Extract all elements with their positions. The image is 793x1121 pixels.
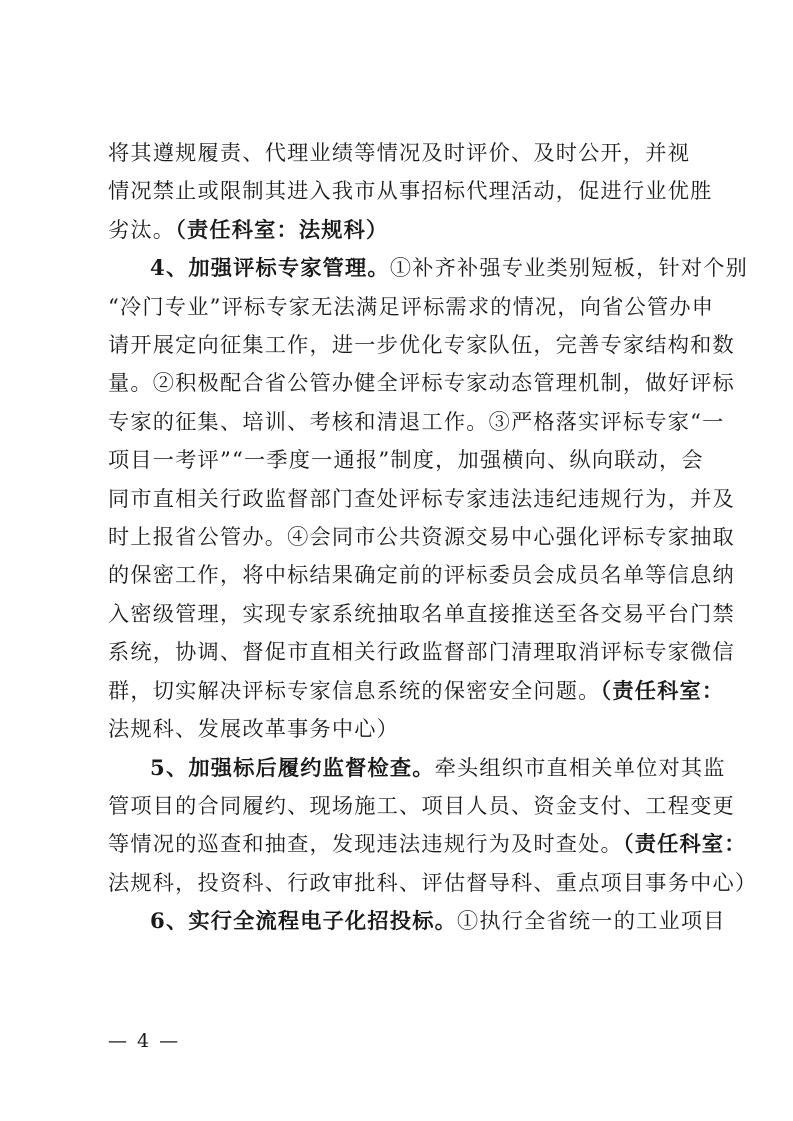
paragraph-item-6 [108,902,726,940]
text-line: 管项目的合同履约、现场施工、项目人员、资金支付、工程变更 [108,792,735,818]
document-body [108,134,758,941]
text-line: 法规科，投资科、行政审批科、评估督导科、重点项目事务中心） [108,869,758,895]
text-line: 的保密工作，将中标结果确定前的评标委员会成员名单等信息纳 [108,562,735,588]
item-heading: 4、加强评标专家管理。 [150,255,390,281]
text-line [108,249,749,287]
text-line: 情况禁止或限制其进入我市从事招标代理活动，促进行业优胜 [108,178,713,204]
item-heading: 5、加强标后履约监督检查。 [150,754,435,780]
paragraph-1 [108,134,713,249]
paragraph-item-5 [108,749,758,903]
text-segment: 牵头组织市直相关单位对其监 [434,754,726,780]
paragraph-item-4 [108,249,749,748]
responsible-office: （责任科室： [600,677,725,703]
text-segment: 群，切实解决评标专家信息系统的保密安全问题。 [108,677,601,703]
text-line [108,211,700,249]
item-heading: 6、实行全流程电子化招投标。 [150,908,457,934]
text-line: 专家的征集、培训、考核和清退工作。③严格落实评标专家“一 [108,408,725,434]
text-segment: ①补齐补强专业类别短板，针对个别 [389,255,749,281]
responsible-office: （责任科室： [622,831,747,857]
text-line: “冷门专业”评标专家无法满足评标需求的情况，向省公管办申 [108,293,715,319]
text-segment: 劣汰。 [108,216,176,242]
text-line [108,672,725,710]
page-number: — 4 — [108,1030,181,1052]
text-line: 系统，协调、督促市直相关行政监督部门清理取消评标专家微信 [108,639,735,665]
text-line: 项目一考评”“一季度一通报”制度，加强横向、纵向联动，会 [108,447,704,473]
text-line: 入密级管理，实现专家系统抽取名单直接推送至各交易平台门禁 [108,600,735,626]
text-line: 量。②积极配合省公管办健全评标专家动态管理机制，做好评标 [108,370,735,396]
text-line: 时上报省公管办。④会同市公共资源交易中心强化评标专家抽取 [108,524,735,550]
text-line [108,749,726,787]
text-line: 同市直相关行政监督部门查处评标专家违法违纪违规行为，并及 [108,485,735,511]
responsible-office: （责任科室：法规科） [175,216,389,242]
text-segment: 等情况的巡查和抽查，发现违法违规行为及时查处。 [108,831,623,857]
text-line [108,902,726,940]
text-line: 请开展定向征集工作，进一步优化专家队伍，完善专家结构和数 [108,332,735,358]
text-segment: ①执行全省统一的工业项目 [456,908,726,934]
text-line: 将其遵规履责、代理业绩等情况及时评价、及时公开，并视 [108,140,691,165]
text-line: 法规科、发展改革事务中心） [108,716,400,742]
text-line [108,825,747,863]
